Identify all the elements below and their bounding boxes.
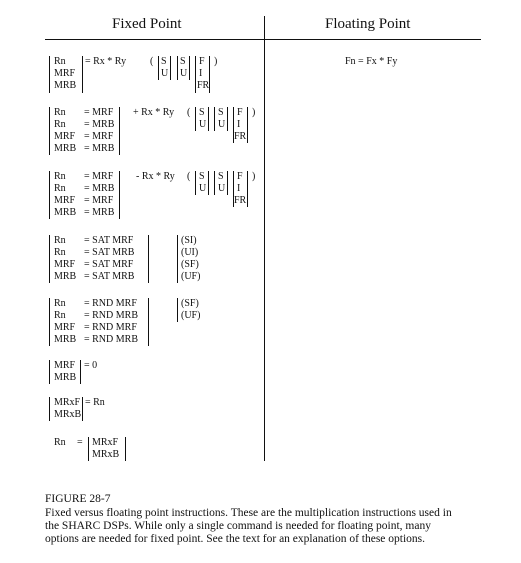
figure-caption	[45, 507, 515, 546]
option-s: S	[180, 56, 186, 67]
dest-reg: Rn	[54, 183, 66, 194]
option-fr: FR	[234, 131, 247, 142]
option-fr: FR	[197, 80, 210, 91]
dest-reg: MRF	[54, 322, 76, 333]
option-fr: FR	[234, 195, 247, 206]
src-reg: MRxB	[92, 449, 120, 460]
option-uf: (UF)	[181, 271, 201, 282]
close-paren: )	[214, 56, 218, 67]
dest-reg: MRF	[54, 68, 76, 79]
src-reg: = RND MRB	[84, 310, 138, 321]
option-u: U	[199, 183, 207, 194]
close-paren: )	[252, 171, 256, 182]
floating-formula: Fn = Fx * Fy	[345, 56, 398, 67]
option-uf: (UF)	[181, 310, 201, 321]
load-expr: = Rn	[85, 397, 105, 408]
multiply-expr: = Rx * Ry	[85, 56, 127, 67]
option-s: S	[161, 56, 167, 67]
dest-reg: MRF	[54, 195, 76, 206]
dest-reg: MRB	[54, 372, 77, 383]
open-paren: (	[150, 56, 154, 67]
src-reg: = MRB	[84, 119, 115, 130]
fixed-point-header: Fixed Point	[112, 16, 182, 32]
option-sf: (SF)	[181, 259, 199, 270]
src-reg: MRxF	[92, 437, 119, 448]
option-u: U	[180, 68, 188, 79]
src-reg: = MRF	[84, 131, 114, 142]
option-u: U	[161, 68, 169, 79]
close-paren: )	[252, 107, 256, 118]
add-expr: + Rx * Ry	[133, 107, 175, 118]
dest-reg: MRF	[54, 131, 76, 142]
equals-sign: =	[77, 437, 83, 448]
caption-line: Fixed versus floating point instructions. These are the multiplication instructions used in	[45, 507, 452, 519]
src-reg: = SAT MRB	[84, 247, 135, 258]
option-si: (SI)	[181, 235, 197, 246]
src-reg: = SAT MRF	[84, 259, 134, 270]
option-s: S	[199, 171, 205, 182]
src-reg: = RND MRB	[84, 334, 138, 345]
option-i: I	[237, 183, 241, 194]
src-reg: = MRB	[84, 143, 115, 154]
src-reg: = MRB	[84, 183, 115, 194]
dest-reg: MRF	[54, 259, 76, 270]
option-ui: (UI)	[181, 247, 199, 258]
option-sf: (SF)	[181, 298, 199, 309]
dest-reg: Rn	[54, 235, 66, 246]
dest-reg: MRB	[54, 207, 77, 218]
dest-reg: MRxF	[54, 397, 81, 408]
option-i: I	[199, 68, 203, 79]
dest-reg: Rn	[54, 310, 66, 321]
option-s: S	[199, 107, 205, 118]
dest-reg: Rn	[54, 298, 66, 309]
column-divider	[264, 16, 265, 461]
option-f: F	[237, 107, 243, 118]
option-s: S	[218, 107, 224, 118]
dest-reg: Rn	[54, 171, 66, 182]
header-rule	[45, 39, 481, 40]
option-s: S	[218, 171, 224, 182]
dest-reg: MRF	[54, 360, 76, 371]
floating-point-header: Floating Point	[325, 16, 411, 32]
dest-reg: Rn	[54, 107, 66, 118]
subtract-expr: - Rx * Ry	[136, 171, 175, 182]
dest-reg: Rn	[54, 247, 66, 258]
dest-reg: Rn	[54, 56, 66, 67]
dest-reg: MRB	[54, 143, 77, 154]
dest-reg: Rn	[54, 119, 66, 130]
src-reg: = MRF	[84, 107, 114, 118]
option-u: U	[218, 183, 226, 194]
open-paren: (	[187, 171, 191, 182]
src-reg: = MRB	[84, 207, 115, 218]
caption-line: options are needed for fixed point. See the text for an explanation of these options.	[45, 533, 426, 545]
src-reg: = MRF	[84, 195, 114, 206]
src-reg: = SAT MRB	[84, 271, 135, 282]
src-reg: = RND MRF	[84, 298, 137, 309]
dest-reg: MRxB	[54, 409, 82, 420]
option-u: U	[218, 119, 226, 130]
option-f: F	[199, 56, 205, 67]
dest-reg: MRB	[54, 80, 77, 91]
dest-reg: MRB	[54, 271, 77, 282]
figure-title: FIGURE 28-7	[45, 493, 111, 505]
option-i: I	[237, 119, 241, 130]
caption-line: the SHARC DSPs. While only a single command is needed for floating point, many	[45, 520, 431, 532]
src-reg: = SAT MRF	[84, 235, 134, 246]
clear-expr: = 0	[84, 360, 98, 371]
option-u: U	[199, 119, 207, 130]
src-reg: = RND MRF	[84, 322, 137, 333]
dest-reg: MRB	[54, 334, 77, 345]
src-reg: = MRF	[84, 171, 114, 182]
dest-reg: Rn	[54, 437, 66, 448]
option-f: F	[237, 171, 243, 182]
open-paren: (	[187, 107, 191, 118]
